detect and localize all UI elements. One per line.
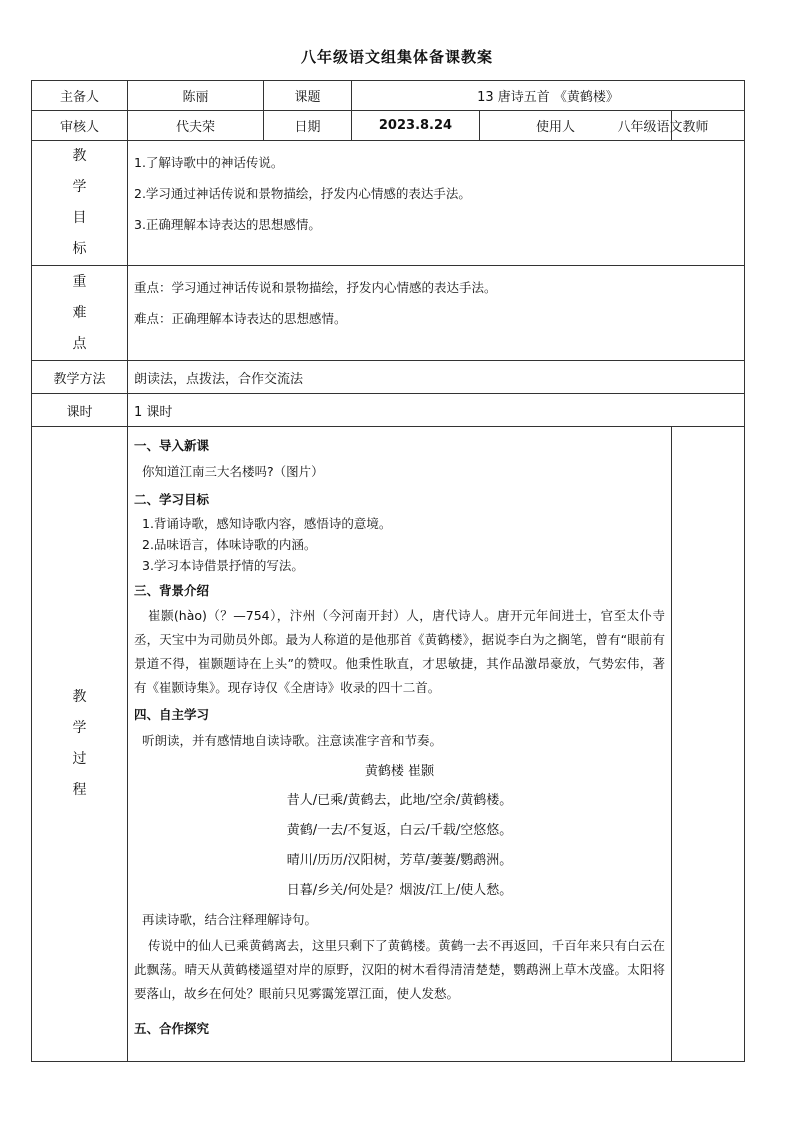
process-notes-cell (672, 427, 745, 1062)
objectives-label (32, 141, 128, 266)
objective-item: 2.学习通过神话传说和景物描绘，抒发内心情感的表达手法。 (134, 186, 471, 201)
section-heading: 五、合作探究 (134, 1021, 210, 1036)
hours-value: 1 课时 (128, 394, 745, 427)
poem-line: 昔人/已乘/黄鹤去，此地/空余/黄鹤楼。 (286, 793, 513, 808)
section-heading: 一、导入新课 (134, 438, 210, 453)
goal-item: 1.背诵诗歌，感知诗歌内容，感悟诗的意境。 (142, 516, 392, 531)
translation-paragraph: 传说中的仙人已乘黄鹤离去，这里只剩下了黄鹤楼。黄鹤一去不再返回，千百年来只有白云在此飘荡。晴天从黄鹤楼遥望对岸的原野，汉阳的树木看得清清楚楚，鹦鹉洲上草木茂盛。太阳将要落山，故乡在何处？眼前只见雾霭笼罩江面，使人发愁。 (134, 938, 665, 1001)
header-row-1 (32, 81, 745, 111)
document-title: 八年级语文组集体备课教案 (300, 48, 493, 66)
objectives-row (32, 141, 745, 266)
section-heading: 三、背景介绍 (134, 583, 210, 598)
intro-text: 你知道江南三大名楼吗?（图片） (142, 464, 324, 479)
key-point-item: 难点：正确理解本诗表达的思想感情。 (134, 311, 347, 326)
objective-item: 3.正确理解本诗表达的思想感情。 (134, 217, 321, 232)
header-row-2 (32, 111, 745, 141)
objectives-label-char: 教 (72, 148, 87, 164)
methods-row (32, 361, 745, 394)
background-paragraph: 崔颢(hào)（？—754），汴州（今河南开封）人，唐代诗人。唐开元年间进士，官至太仆寺丞，天宝中为司勋员外郎。最为人称道的是他那首《黄鹤楼》，据说李白为之搁笔，曾有“眼前有景道不得，崔颢题诗在上头”的赞叹。他秉性耿直，才思敏捷，其作品激昂豪放，气势宏伟，著有《崔颢诗集》。现存诗仅《全唐诗》收录的四十二首。 (134, 608, 665, 695)
objectives-label-char: 目 (72, 210, 87, 226)
reviewer-label: 审核人 (32, 111, 128, 141)
process-label-char: 学 (72, 720, 87, 736)
date-value: 2023.8.24 (352, 111, 480, 141)
section-heading: 四、自主学习 (134, 707, 210, 722)
process-label-char: 教 (72, 689, 87, 705)
poem-line: 日暮/乡关/何处是？烟波/江上/使人愁。 (286, 883, 513, 898)
process-label-char: 程 (72, 782, 87, 798)
poem-title: 黄鹤楼 崔颢 (364, 764, 435, 779)
key-point-item: 重点：学习通过神话传说和景物描绘，抒发内心情感的表达手法。 (134, 280, 497, 295)
section-heading: 二、学习目标 (134, 492, 210, 507)
process-label-char: 过 (72, 751, 87, 767)
user-label: 使用人 (480, 111, 672, 141)
poem-line: 黄鹤/一去/不复返，白云/千载/空悠悠。 (286, 823, 513, 838)
objectives-content (128, 141, 745, 266)
hours-label: 课时 (32, 394, 128, 427)
self-study-instruction: 听朗读，并有感情地自读诗歌。注意读准字音和节奏。 (142, 733, 443, 748)
key-points-label-char: 点 (72, 335, 87, 352)
topic-value: 13 唐诗五首 《黄鹤楼》 (352, 81, 745, 111)
key-points-label (32, 266, 128, 361)
topic-label: 课题 (264, 81, 352, 111)
lesson-plan-table (31, 80, 745, 1062)
methods-value: 朗读法，点拨法，合作交流法 (128, 361, 745, 394)
methods-label: 教学方法 (32, 361, 128, 394)
objective-item: 1.了解诗歌中的神话传说。 (134, 155, 284, 170)
hours-row (32, 394, 745, 427)
key-points-content (128, 266, 745, 361)
key-points-label-char: 难 (72, 304, 87, 321)
reread-instruction: 再读诗歌，结合注释理解诗句。 (142, 912, 318, 927)
poem-line: 晴川/历历/汉阳树，芳草/萋萋/鹦鹉洲。 (286, 853, 513, 868)
goal-item: 3.学习本诗借景抒情的写法。 (142, 558, 304, 573)
user-value-text: 八年级语文教师 (617, 120, 709, 135)
process-content (128, 427, 672, 1062)
key-points-label-char: 重 (72, 273, 87, 290)
date-label: 日期 (264, 111, 352, 141)
process-row (32, 427, 745, 1062)
user-value (617, 111, 745, 141)
reviewer-value: 代夫荣 (128, 111, 264, 141)
objectives-label-char: 标 (72, 241, 87, 257)
key-points-row (32, 266, 745, 361)
preparer-label: 主备人 (32, 81, 128, 111)
objectives-label-char: 学 (72, 179, 87, 195)
preparer-value: 陈丽 (128, 81, 264, 111)
process-label (32, 427, 128, 1062)
goal-item: 2.品味语言，体味诗歌的内涵。 (142, 537, 317, 552)
